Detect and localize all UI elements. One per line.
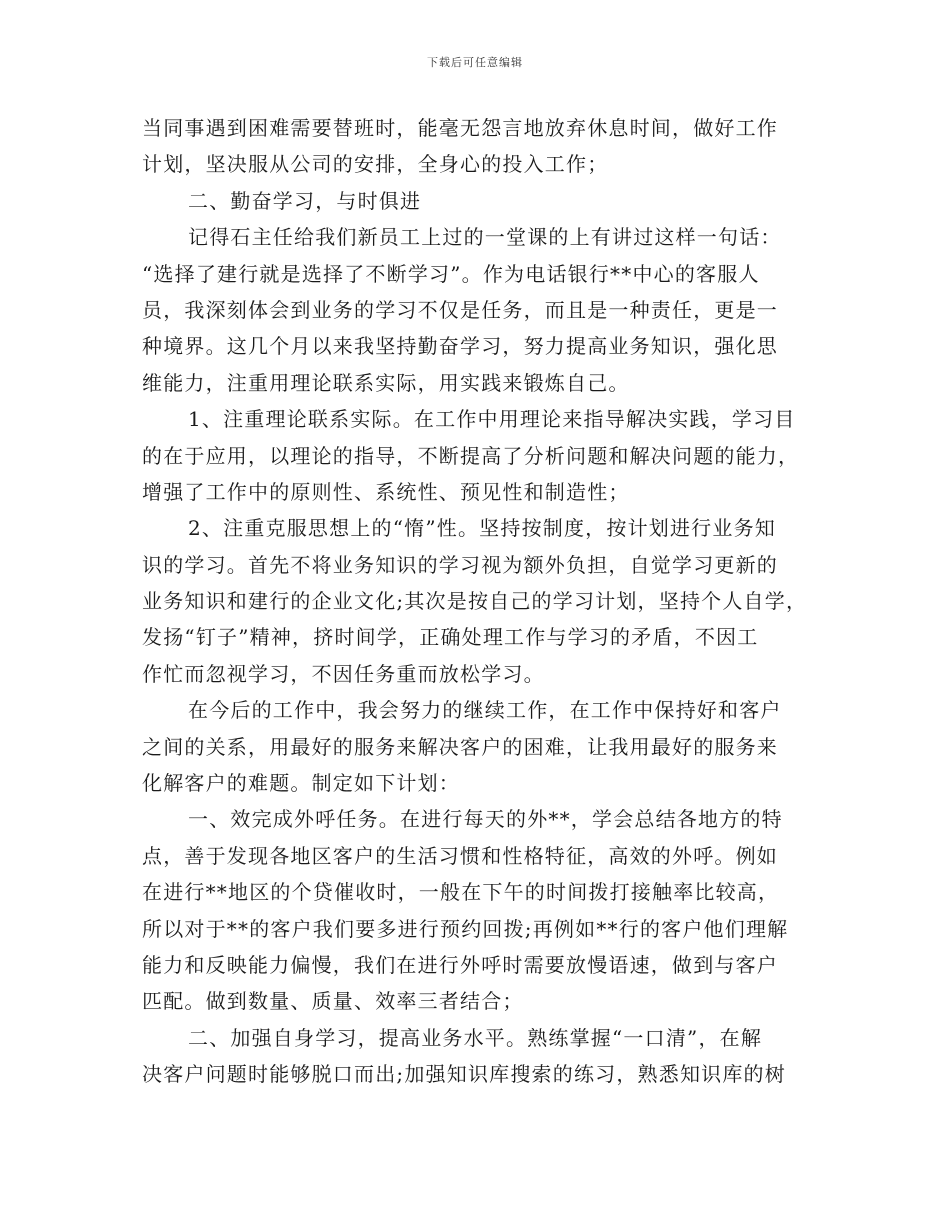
text-line: 维能力，注重用理论联系实际，用实践来锻炼自己。 (142, 370, 630, 395)
body-text (142, 110, 822, 1093)
text-line: 种境界。这几个月以来我坚持勤奋学习，努力提高业务知识，强化思 (142, 334, 778, 359)
text-line: 业务知识和建行的企业文化;其次是按自己的学习计划，坚持个人自学， (142, 589, 808, 614)
text-line: 点，善于发现各地区客户的生活习惯和性格特征，高效的外呼。例如 (142, 843, 778, 868)
text-line: 一、效完成外呼任务。在进行每天的外**，学会总结各地方的特 (188, 807, 783, 832)
text-line: 能力和反映能力偏慢，我们在进行外呼时需要放慢语速，做到与客户 (142, 952, 778, 977)
text-line: 之间的关系，用最好的服务来解决客户的困难，让我用最好的服务来 (142, 734, 778, 759)
text-line: 记得石主任给我们新员工上过的一堂课的上有讲过这样一句话： (188, 225, 782, 250)
text-line: 决客户问题时能够脱口而出;加强知识库搜索的练习，熟悉知识库的树 (142, 1062, 786, 1087)
text-line: “选择了建行就是选择了不断学习”。作为电话银行**中心的客服人 (142, 261, 760, 286)
text-line: 化解客户的难题。制定如下计划： (142, 771, 460, 796)
text-line: 1、注重理论联系实际。在工作中用理论来指导解决实践，学习目 (188, 407, 796, 432)
text-line: 识的学习。首先不将业务知识的学习视为额外负担，自觉学习更新的 (142, 552, 778, 577)
text-line: 二、勤奋学习，与时俱进 (188, 188, 422, 213)
text-line: 增强了工作中的原则性、系统性、预见性和制造性； (142, 479, 630, 504)
text-line: 发扬“钉子”精神，挤时间学，正确处理工作与学习的矛盾，不因工 (142, 625, 759, 650)
text-line: 当同事遇到困难需要替班时，能毫无怨言地放弃休息时间，做好工作 (142, 116, 778, 140)
page-header: 下载后可任意编辑 (427, 56, 523, 69)
text-line: 作忙而忽视学习，不因任务重而放松学习。 (142, 661, 545, 686)
text-line: 所以对于**的客户我们要多进行预约回拨;再例如**行的客户他们理解 (142, 916, 789, 941)
text-line: 二、加强自身学习，提高业务水平。熟练掌握“一口清”，在解 (188, 1025, 763, 1050)
text-line: 在今后的工作中，我会努力的继续工作，在工作中保持好和客户 (188, 698, 782, 723)
text-line: 2、注重克服思想上的“惰”性。坚持按制度，按计划进行业务知 (188, 516, 776, 541)
text-line: 的在于应用，以理论的指导，不断提高了分析问题和解决问题的能力， (142, 443, 800, 468)
text-line: 在进行**地区的个贷催收时，一般在下午的时间拨打接触率比较高， (142, 880, 780, 905)
text-line: 员，我深刻体会到业务的学习不仅是任务，而且是一种责任，更是一 (142, 297, 778, 322)
text-line: 计划，坚决服从公司的安排，全身心的投入工作； (142, 152, 609, 177)
text-line: 匹配。做到数量、质量、效率三者结合； (142, 989, 524, 1014)
